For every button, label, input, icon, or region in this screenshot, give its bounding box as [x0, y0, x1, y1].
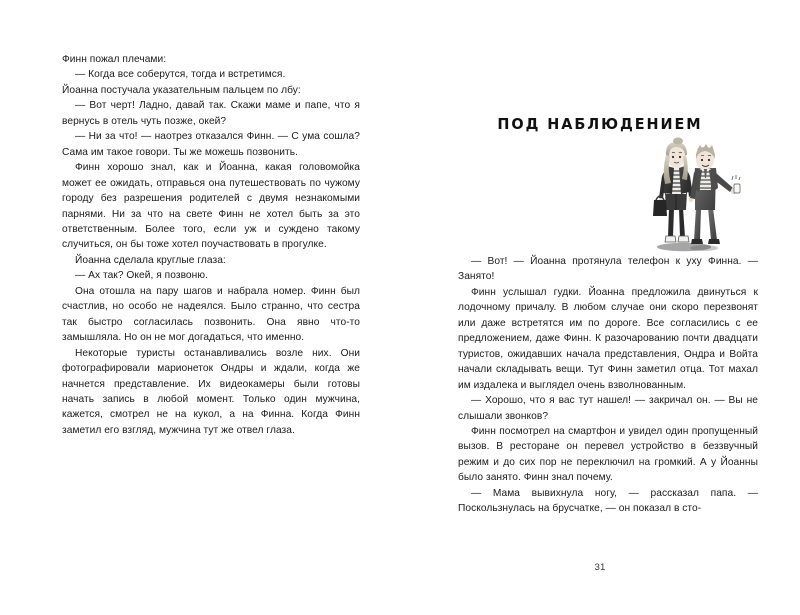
right-page — [400, 0, 800, 615]
paragraph: Финн услышал гудки. Йоанна предложила двинуться к лодочному причалу. В любом случае они скоро перезвонят или даже встретятся им по дороге. Все согласились с ее предложением, даже Финн. К разочарованию почти двадцати туристов, ожидавших начала представления, Ондра и Войта начали складывать вещи. Тут Финн заметил отца. Тот махал им издалека и выглядел очень взволнованным. — [458, 286, 758, 391]
paragraph: — Когда все соберутся, тогда и встретимся. — [75, 69, 286, 81]
paragraph: Йоанна сделала круглые глаза: — [75, 254, 226, 266]
paragraph: Финн посмотрел на смартфон и увидел один пропущенный вызов. В ресторане он перевел устройство в беззвучный режим и до сих пор не переключил на громкий. А у Йоанны было занято. Финн знал почему. — [458, 425, 758, 484]
page-number: 31 — [594, 562, 606, 573]
paragraph: — Хорошо, что я вас тут нашел! — закричал он. — Вы не слышали звонков? — [458, 395, 758, 422]
paragraph: Некоторые туристы останавливались возле них. Они фотографировали марионеток Ондры и ждали, когда же начнется представление. Их видеокамеры были готовы начать запись в любой момент. Только один мужчина, кажется, смотрел не на кукол, а на Финна. Когда Финн заметил его взгляд, мужчина тут же отвел глаза. — [62, 347, 360, 436]
paragraph: Она отошла на пару шагов и набрала номер. Финн был счастлив, но особо не надеялся. Было странно, что сестра так быстро согласилась позвонить. Она явно что-то замышляла. Но он не мог догадаться, что именно. — [62, 285, 360, 344]
two-teens-with-phone-illustration — [638, 136, 744, 254]
paragraph: — Мама вывихнула ногу, — рассказал папа. — Поскользнулась на брусчатке, — он показал в сто- — [458, 487, 758, 515]
paragraph: — Ни за что! — наотрез отказался Финн. — С ума сошла? Сама им такое говори. Ты же можешь позвонить. — [62, 131, 360, 158]
paragraph: Финн хорошо знал, как и Йоанна, какая головомойка может ее ожидать, отправься она путешествовать по чужому городу без разрешения родителей с двумя незнакомыми парнями. Ни за что на свете Финн не хотел быть за это ответственным. Более того, если уж и суждено такому случиться, он бы тоже хотел поучаствовать в прогулке. — [62, 162, 360, 251]
paragraph: Финн пожал плечами: — [62, 54, 167, 65]
paragraph: Йоанна постучала указательным пальцем по лбу: — [62, 84, 301, 96]
left-page-text-column — [62, 52, 360, 438]
right-page-text-column — [458, 254, 758, 517]
chapter-title: ПОД НАБЛЮДЕНИЕМ — [497, 116, 703, 134]
paragraph: — Ах так? Окей, я позвоню. — [75, 270, 208, 282]
paragraph: — Вот! — Йоанна протянула телефон к уху Финна. — Занято! — [458, 256, 758, 283]
paragraph: — Вот черт! Ладно, давай так. Скажи маме и папе, что я вернусь в отель чуть позже, окей? — [62, 100, 360, 127]
